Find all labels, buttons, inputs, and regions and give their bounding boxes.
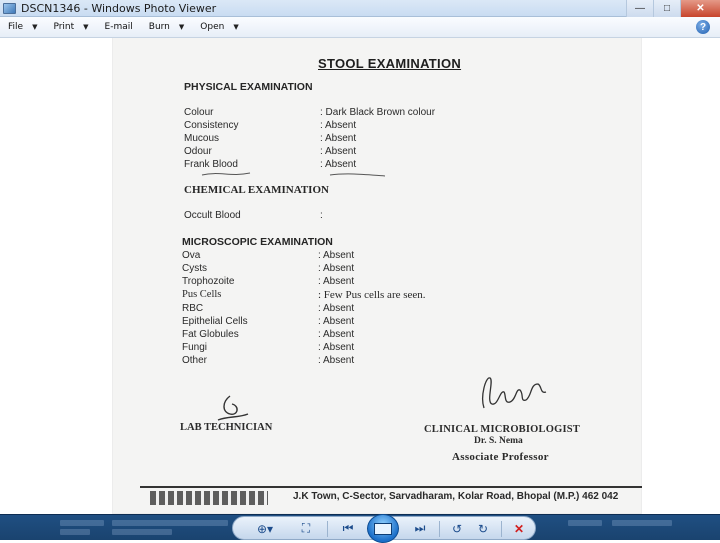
toolbar-separator <box>327 521 328 537</box>
letterhead-footer <box>140 486 642 508</box>
row-value: : Absent <box>318 316 355 327</box>
title-bar <box>0 0 720 17</box>
menu-burn-label: Burn <box>148 22 170 32</box>
photo-viewport[interactable] <box>0 38 720 514</box>
toolbar-separator <box>439 521 440 537</box>
row-label: Consistency <box>184 120 239 131</box>
row-value: : Absent <box>318 303 355 314</box>
command-bar <box>0 17 720 38</box>
row-value: : Absent <box>318 250 355 261</box>
window-controls <box>626 0 720 17</box>
toolbar-separator <box>501 521 502 537</box>
chevron-down-icon: ▼ <box>178 23 185 31</box>
report-row <box>182 276 355 287</box>
report-row <box>182 329 355 340</box>
row-label: Odour <box>184 146 212 157</box>
row-label: Frank Blood <box>184 159 238 170</box>
menu-email[interactable] <box>105 22 133 32</box>
institution-logo <box>150 491 268 505</box>
report-row <box>182 263 355 274</box>
row-value: : Absent <box>320 120 357 131</box>
report-row <box>182 342 355 353</box>
menu-email-label: E-mail <box>104 22 133 32</box>
row-label: Colour <box>184 107 214 118</box>
menu-open[interactable] <box>200 22 238 32</box>
lab-technician-label: LAB TECHNICIAN <box>180 422 273 433</box>
blurred-taskbar-text <box>112 529 172 535</box>
microbiologist-signature <box>476 366 556 416</box>
report-row <box>182 316 355 327</box>
chevron-down-icon: ▼ <box>83 23 89 31</box>
doctor-role: Associate Professor <box>452 451 549 463</box>
window-title: DSCN1346 - Windows Photo Viewer <box>21 1 217 15</box>
menu-file-label: File <box>8 22 24 32</box>
row-label: Trophozoite <box>182 276 235 287</box>
playback-controls <box>232 516 536 540</box>
row-value: : Absent <box>318 263 355 274</box>
report-row <box>184 120 357 131</box>
report-row <box>184 107 436 118</box>
blurred-taskbar-text <box>568 520 602 526</box>
menu-burn[interactable] <box>149 22 185 32</box>
next-button[interactable]: ⏭ <box>414 521 426 535</box>
menu-open-label: Open <box>200 22 225 32</box>
actual-size-button[interactable]: ⛶ <box>301 521 311 535</box>
row-label: Cysts <box>182 263 207 274</box>
menu-file[interactable] <box>8 22 37 32</box>
slideshow-icon <box>374 523 392 535</box>
scanned-report-photo <box>112 38 642 514</box>
previous-button[interactable]: ⏮ <box>342 521 354 535</box>
footer-address: J.K Town, C-Sector, Sarvadharam, Kolar Road, Bhopal (M.P.) 462 042 <box>293 491 619 502</box>
menu-print-label: Print <box>53 22 75 32</box>
row-value: : <box>320 210 323 221</box>
row-label: Mucous <box>184 133 220 144</box>
pen-stroke-mark <box>200 167 390 179</box>
help-icon[interactable]: ? <box>696 20 710 34</box>
minimize-button[interactable]: — <box>626 0 653 17</box>
viewer-control-bar <box>0 514 720 540</box>
row-label: Pus Cells <box>182 289 222 300</box>
row-label: Fat Globules <box>182 329 239 340</box>
report-row <box>182 250 355 261</box>
report-row <box>184 210 323 221</box>
row-label: Ova <box>182 250 201 261</box>
photo-viewer-app-icon <box>3 3 16 14</box>
row-value: : Dark Black Brown colour <box>320 107 436 118</box>
report-title: STOOL EXAMINATION <box>318 56 462 71</box>
row-value: : Absent <box>318 276 355 287</box>
row-value: : Absent <box>320 133 357 144</box>
blurred-taskbar-text <box>112 520 228 526</box>
row-value: : Absent <box>320 146 357 157</box>
report-row <box>184 146 357 157</box>
row-label: Other <box>182 355 208 366</box>
clinical-microbiologist-label: CLINICAL MICROBIOLOGIST <box>424 424 581 435</box>
report-row <box>182 303 355 314</box>
row-value: : Absent <box>318 342 355 353</box>
blurred-taskbar-text <box>60 529 90 535</box>
row-label: Fungi <box>182 342 208 353</box>
chemical-section-heading: CHEMICAL EXAMINATION <box>184 184 329 196</box>
delete-button[interactable]: ✕ <box>513 521 525 536</box>
row-value: : Absent <box>318 329 355 340</box>
report-row <box>184 133 357 144</box>
row-label: Epithelial Cells <box>182 316 248 327</box>
chevron-down-icon: ▼ <box>32 23 38 31</box>
zoom-button[interactable]: ⊕▾ <box>256 521 274 536</box>
row-value: : Few Pus cells are seen. <box>318 289 426 301</box>
slideshow-button[interactable] <box>367 514 399 543</box>
chevron-down-icon: ▼ <box>233 23 239 31</box>
microscopic-section-heading: MICROSCOPIC EXAMINATION <box>182 236 333 248</box>
report-row <box>182 289 426 301</box>
row-label: RBC <box>182 303 204 314</box>
menu-print[interactable] <box>53 22 88 32</box>
rotate-clockwise-button[interactable]: ↻ <box>477 521 489 536</box>
close-button[interactable]: ✕ <box>680 0 720 17</box>
blurred-taskbar-text <box>60 520 104 526</box>
doctor-name: Dr. S. Nema <box>474 436 523 446</box>
report-row <box>182 355 355 366</box>
row-value: : Absent <box>318 355 355 366</box>
maximize-button[interactable]: □ <box>653 0 680 17</box>
rotate-counterclockwise-button[interactable]: ↺ <box>451 521 463 536</box>
physical-section-heading: PHYSICAL EXAMINATION <box>184 81 313 93</box>
blurred-taskbar-text <box>612 520 672 526</box>
row-label: Occult Blood <box>184 210 241 221</box>
row-value: : Absent <box>320 159 357 170</box>
